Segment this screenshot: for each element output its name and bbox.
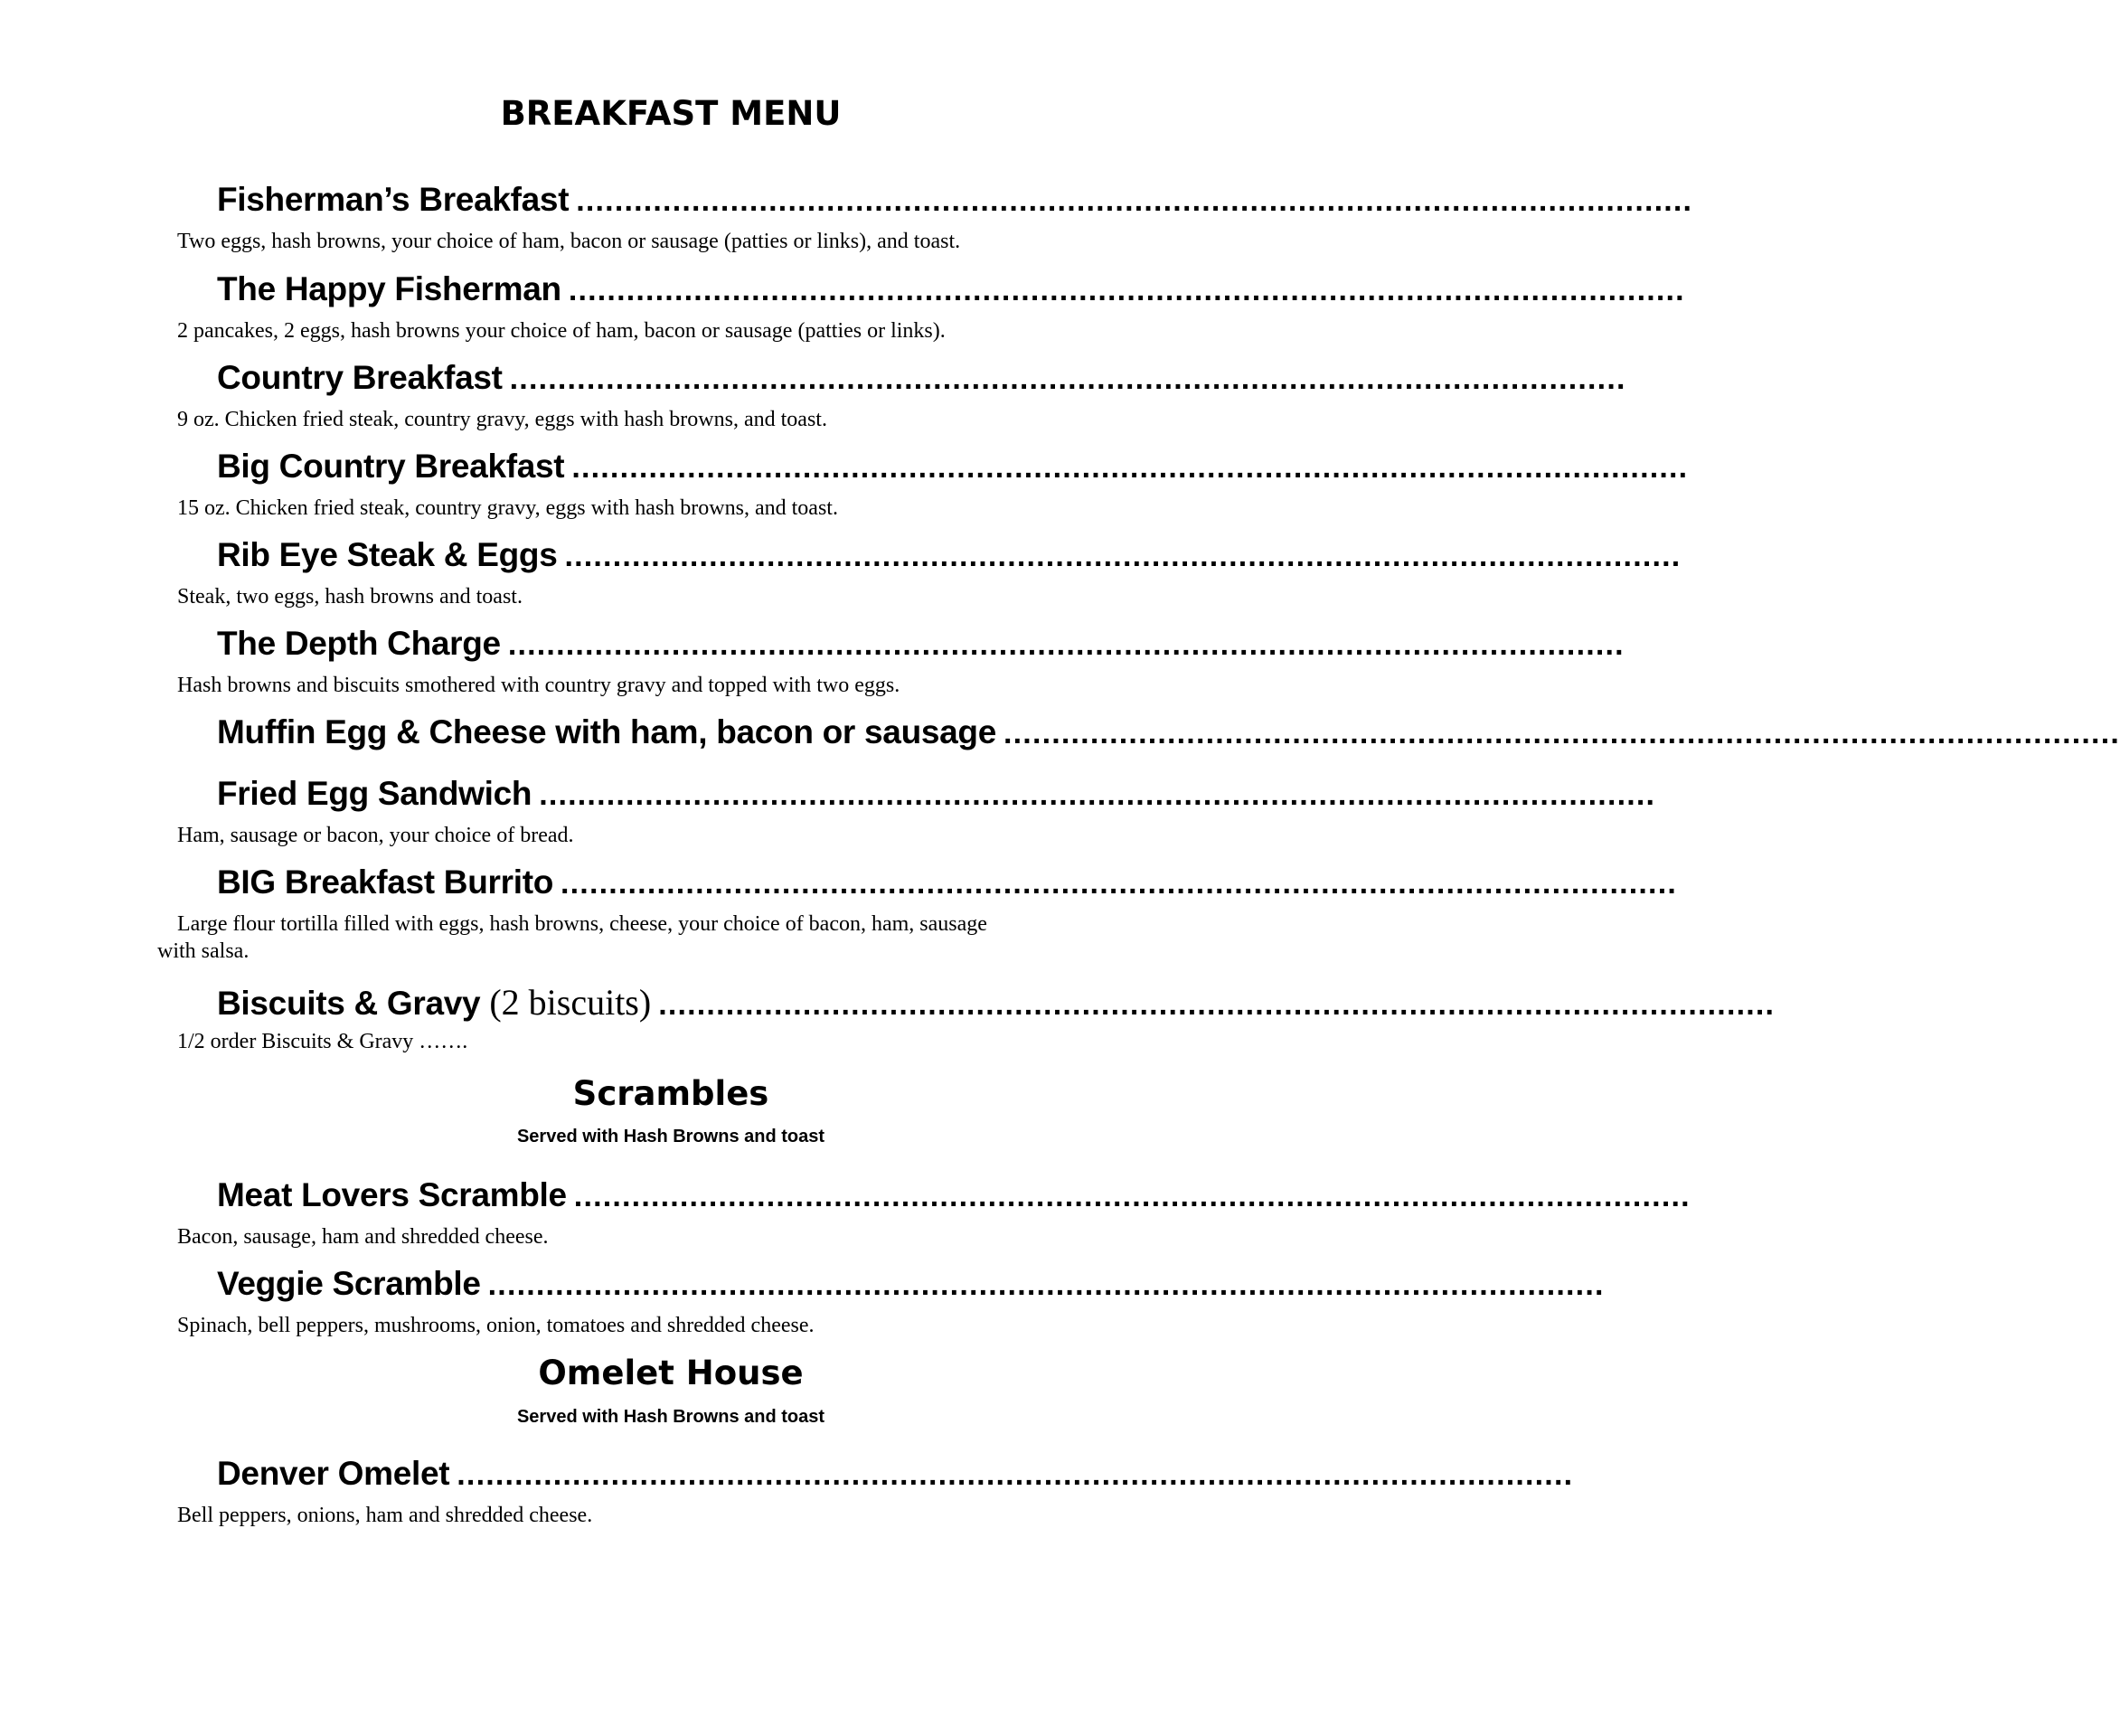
dot-leader: .................................................................................................................... [658, 987, 1776, 1022]
section-heading-scrambles: Scrambles [572, 1074, 769, 1113]
dot-leader: .................................................................................................................... [507, 627, 1625, 662]
menu-item-name: The Happy Fisherman [217, 270, 561, 307]
dot-leader: .................................................................................................................... [509, 362, 1626, 396]
section-heading-omelets: Omelet House [538, 1354, 804, 1392]
menu-item-name: Fried Egg Sandwich [217, 775, 532, 812]
menu-item-title [217, 1176, 1691, 1220]
menu-item-title [217, 1265, 1605, 1308]
menu-item-description: Steak, two eggs, hash browns and toast. [177, 585, 523, 609]
menu-item-name: Muffin Egg & Cheese with ham, bacon or sausage [217, 713, 997, 750]
dot-leader: .................................................................................................................... [539, 778, 1656, 812]
menu-item-title [217, 863, 1677, 907]
menu-item-name: Big Country Breakfast [217, 448, 565, 485]
menu-item-name: Country Breakfast [217, 359, 503, 396]
menu-item-title [217, 270, 1685, 314]
dot-leader: .................................................................................................................... [487, 1268, 1605, 1302]
menu-item-description: 1/2 order Biscuits & Gravy ……. [177, 1030, 468, 1053]
section-subheading-omelets: Served with Hash Browns and toast [516, 1407, 825, 1427]
menu-item-portion: (2 biscuits) [489, 982, 652, 1023]
dot-leader: .................................................................................................................... [457, 1458, 1574, 1492]
section-subheading-scrambles: Served with Hash Browns and toast [516, 1127, 825, 1146]
menu-item-title [217, 775, 1656, 818]
menu-item-title [217, 981, 1776, 1024]
menu-item-name: BIG Breakfast Burrito [217, 863, 554, 901]
menu-item-description: Two eggs, hash browns, your choice of ham, bacon or sausage (patties or links), and toast. [177, 230, 961, 253]
menu-item-description: Hash browns and biscuits smothered with country gravy and topped with two eggs. [177, 674, 900, 697]
menu-item-description: 9 oz. Chicken fried steak, country gravy, eggs with hash browns, and toast. [177, 408, 827, 431]
dot-leader: .................................................................................................................... [561, 866, 1677, 901]
menu-item-description: 15 oz. Chicken fried steak, country gravy, eggs with hash browns, and toast. [177, 496, 838, 520]
menu-item-name: The Depth Charge [217, 625, 501, 662]
menu-item-description: Bacon, sausage, ham and shredded cheese. [177, 1225, 549, 1249]
menu-item-description: Large flour tortilla filled with eggs, hash browns, cheese, your choice of bacon, ham, sausage with salsa. [157, 912, 987, 963]
menu-item-name: Fisherman’s Breakfast [217, 181, 570, 218]
dot-leader: .................................................................................................................... [564, 539, 1682, 573]
menu-item-description: 2 pancakes, 2 eggs, hash browns your choice of ham, bacon or sausage (patties or links). [177, 319, 946, 343]
menu-item-title [217, 181, 1693, 224]
page-title: BREAKFAST MENU [500, 94, 842, 133]
menu-item-description: Bell peppers, onions, ham and shredded cheese. [177, 1504, 593, 1527]
menu-item-description: Spinach, bell peppers, mushrooms, onion, tomatoes and shredded cheese. [177, 1314, 815, 1337]
menu-item-name: Rib Eye Steak & Eggs [217, 536, 558, 573]
menu-item-title [217, 625, 1625, 668]
menu-item-description: Ham, sausage or bacon, your choice of bread. [177, 824, 574, 847]
dot-leader: .................................................................................................................... [576, 184, 1693, 218]
dot-leader: .................................................................................................................... [1003, 716, 2120, 750]
menu-item-name: Denver Omelet [217, 1455, 450, 1492]
dot-leader: .................................................................................................................... [573, 1179, 1691, 1213]
menu-item-name: Biscuits & Gravy [217, 985, 481, 1022]
dot-leader: .................................................................................................................... [571, 450, 1689, 485]
menu-item-title [217, 448, 1689, 491]
menu-item-name: Veggie Scramble [217, 1265, 481, 1302]
menu-item-title [217, 359, 1626, 402]
menu-item-title [217, 1455, 1574, 1498]
menu-item-title [217, 713, 2120, 757]
menu-item-name: Meat Lovers Scramble [217, 1176, 567, 1213]
menu-item-title [217, 536, 1682, 580]
dot-leader: .................................................................................................................... [568, 273, 1685, 307]
